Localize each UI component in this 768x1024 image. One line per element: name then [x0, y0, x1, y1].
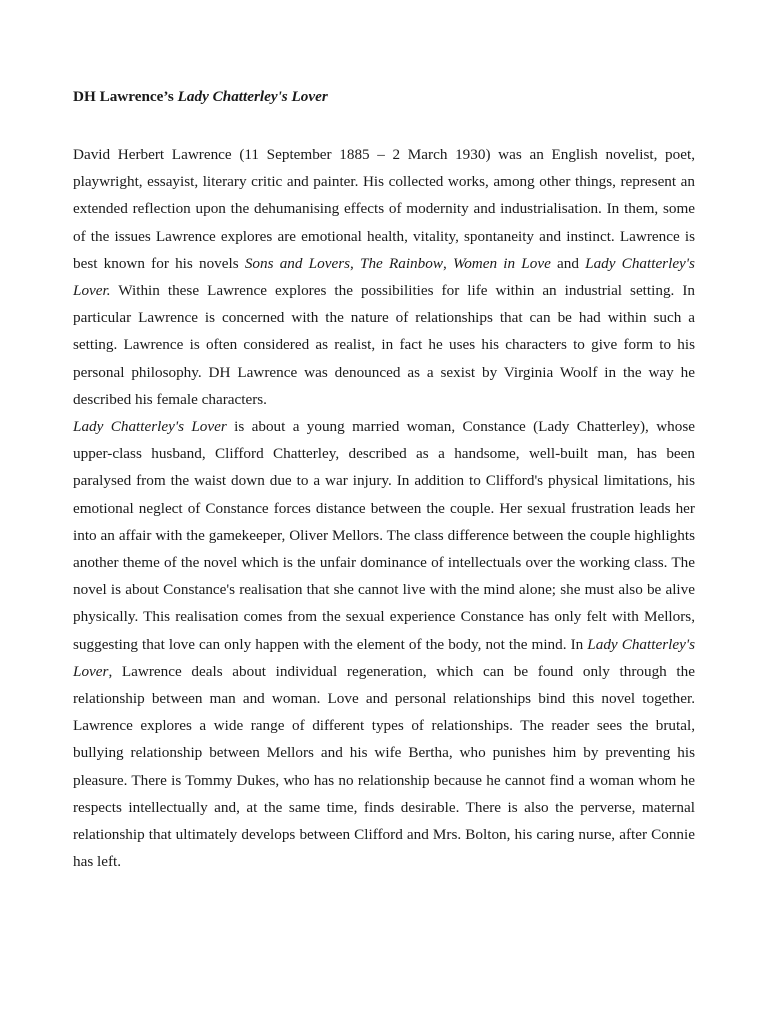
para1-text-3: ,: [442, 254, 453, 272]
document-page: [73, 84, 695, 875]
book-title-the-rainbow: The Rainbow: [360, 254, 443, 272]
para1-text-2: ,: [350, 254, 360, 272]
paragraph-biography: [73, 141, 695, 413]
title-prefix: DH Lawrence’s: [73, 88, 178, 105]
document-title: [73, 84, 695, 110]
title-book-name: Lady Chatterley's Lover: [177, 88, 328, 105]
para1-text-4: and: [550, 254, 586, 272]
book-title-lady-chatterley: Lady Chatterley's Lover.: [73, 254, 695, 300]
book-title-lady-chatterley: Lady Chatterley's Lover: [73, 418, 227, 436]
paragraph-novel-summary: [73, 413, 695, 875]
book-title-lady-chatterley: Lady Chatterley's Lover: [73, 635, 695, 680]
para1-text-5: Within these Lawrence explores the possibilities for life within an industrial setting. In particular Lawrence is concerned with the nature of relationships that can be had within such a setting. Lawrence is often considered as realist, in fact he uses his characters to give form to his personal philosophy. DH Lawrence was denounced as a sexist by Virginia Woolf in the way he described his female characters.: [73, 282, 695, 408]
para2-text-2: , Lawrence deals about individual regeneration, which can be found only through the relationship between man and woman. Love and personal relationships bind this novel together. Lawrence explores a wide range of different types of relationships. The reader sees the brutal, bullying relationship between Mellors and his wife Bertha, who punishes him by preventing his pleasure. There is Tommy Dukes, who has no relationship because he cannot find a woman whom he respects intellectually and, at the same time, finds desirable. There is also the perverse, maternal relationship that ultimately develops between Clifford and Mrs. Bolton, his caring nurse, after Connie has left.: [73, 662, 695, 871]
book-title-women-in-love: Women in Love: [452, 254, 551, 272]
para1-text-1: David Herbert Lawrence (11 September 1885 – 2 March 1930) was an English novelist, poet, playwright, essayist, literary critic and painter. His collected works, among other things, represent an extended reflection upon the dehumanising effects of modernity and industrialisation. In them, some of the issues Lawrence explores are emotional health, vitality, spontaneity and instinct. Lawrence is best known for his novels: [73, 146, 695, 272]
para2-text-1: is about a young married woman, Constance (Lady Chatterley), whose upper-class husband, Clifford Chatterley, described as a handsome, well-built man, has been paralysed from the waist down due to a war injury. In addition to Clifford's physical limitations, his emotional neglect of Constance forces distance between the couple. Her sexual frustration leads her into an affair with the gamekeeper, Oliver Mellors. The class difference between the couple highlights another theme of the novel which is the unfair dominance of intellectuals over the working class. The novel is about Constance's realisation that she cannot live with the mind alone; she must also be alive physically. This realisation comes from the sexual experience Constance has only felt with Mellors, suggesting that love can only happen with the element of the body, not the mind. In: [73, 418, 696, 653]
book-title-sons-and-lovers: Sons and Lovers: [244, 254, 351, 272]
